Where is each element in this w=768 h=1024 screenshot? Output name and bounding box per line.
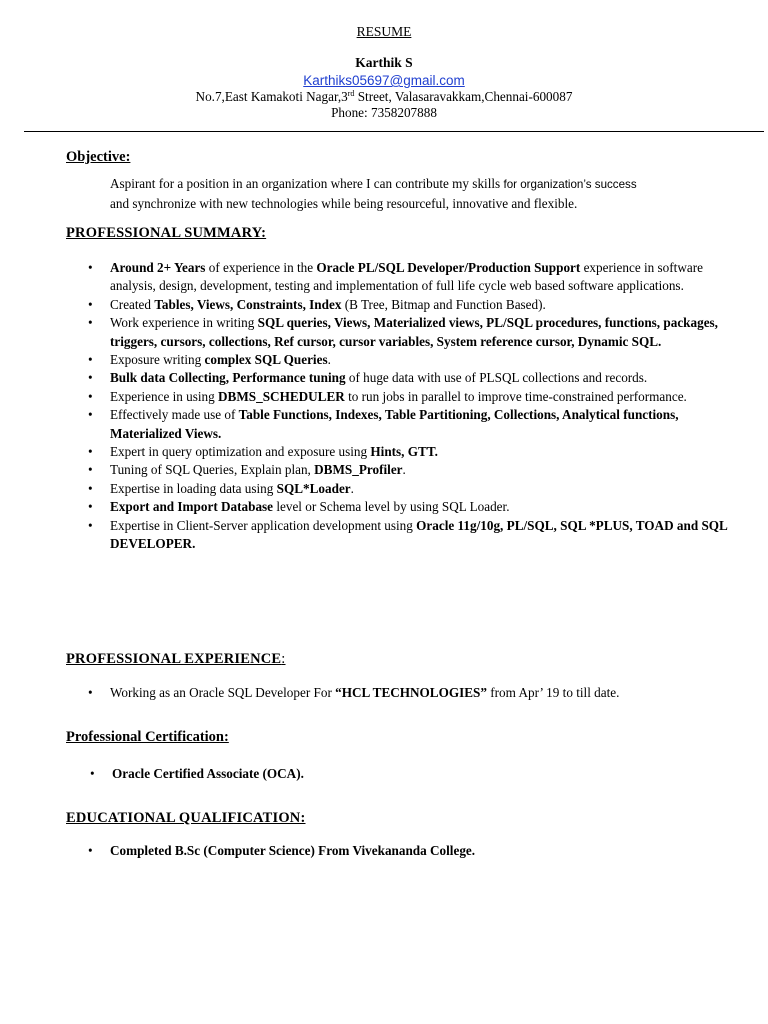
summary-heading: PROFESSIONAL SUMMARY:: [66, 225, 267, 241]
list-item: [88, 369, 736, 387]
bold-text: DBMS_SCHEDULER: [218, 388, 345, 404]
bullet-icon: •: [90, 766, 95, 781]
objective-line: Aspirant for a position in an organization where I can contribute my skills: [110, 176, 504, 191]
text: Working as an Oracle SQL Developer For: [110, 685, 336, 700]
education-heading: EDUCATIONAL QUALIFICATION:: [66, 810, 306, 826]
list-item: [90, 765, 738, 783]
text: (B Tree, Bitmap and Function Based).: [341, 296, 546, 312]
phone-number: Phone: 7358207888: [331, 105, 437, 120]
bold-text: SQL*Loader: [276, 480, 351, 496]
list-item: [88, 443, 736, 461]
bold-text: complex SQL Queries: [204, 352, 328, 368]
certification-heading: Professional Certification:: [66, 729, 229, 745]
text: .: [327, 352, 331, 368]
experience-heading-text: PROFESSIONAL EXPERIENCE: [66, 651, 282, 667]
text: Exposure writing: [110, 352, 205, 368]
text: Work experience in writing: [110, 315, 258, 331]
bold-text: Bulk data Collecting, Performance tuning: [110, 370, 346, 386]
text: experience in software analysis, design, development, testing and implementation of full life cycle web based software applications.: [110, 260, 703, 294]
text: .: [402, 462, 406, 478]
bullet-icon: •: [88, 260, 93, 275]
postal-address: [0, 89, 768, 105]
address-ordinal: rd: [347, 89, 355, 98]
bullet-icon: •: [88, 843, 93, 858]
list-item: [88, 351, 736, 369]
header-divider: [24, 131, 764, 132]
objective-line: and synchronize with new technologies while being resourceful, innovative and flexible.: [110, 195, 578, 211]
bullet-icon: •: [88, 462, 93, 478]
bullet-icon: •: [88, 444, 93, 460]
text: Experience in using: [110, 388, 219, 404]
bullet-icon: •: [88, 685, 93, 700]
bullet-icon: •: [88, 480, 93, 496]
text: Expertise in loading data using: [110, 480, 277, 496]
bold-text: Tables, Views, Constraints, Index: [154, 296, 342, 312]
text: of huge data with use of PLSQL collections and records.: [345, 370, 648, 386]
bold-text: SQL queries, Views, Materialized views, PL/SQL procedures, functions, packages, triggers, cursors, collections, Ref cursor, cursor variables, System reference cursor, Dynamic SQL.: [110, 315, 718, 349]
text: Tuning of SQL Queries, Explain plan,: [110, 462, 315, 478]
address-part: No.7,East Kamakoti Nagar,3: [195, 89, 348, 104]
list-item: [88, 388, 736, 406]
resume-title: RESUME: [356, 24, 412, 39]
text: Expertise in Client-Server application development using: [110, 517, 417, 533]
bullet-icon: •: [88, 388, 93, 404]
text: Created: [110, 296, 155, 312]
text: .: [350, 480, 354, 496]
bullet-icon: •: [88, 352, 93, 368]
candidate-name: Karthik S: [355, 55, 413, 70]
bullet-icon: •: [88, 407, 93, 423]
list-item: [88, 517, 736, 554]
list-item: [88, 406, 736, 443]
bold-text: Oracle Certified Associate (OCA).: [112, 766, 304, 781]
text: Expert in query optimization and exposure using: [110, 444, 371, 460]
list-item: [88, 461, 736, 479]
education-list: [88, 842, 736, 860]
email-link[interactable]: [0, 73, 768, 88]
bold-text: Completed B.Sc (Computer Science) From Vivekananda College.: [110, 843, 476, 858]
bold-text: Around 2+ Years: [110, 260, 206, 275]
bold-text: Hints, GTT.: [370, 444, 438, 460]
bullet-icon: •: [88, 315, 93, 331]
list-item: [88, 259, 736, 296]
email-text: Karthiks05697@gmail.com: [303, 73, 465, 88]
summary-list: [88, 259, 736, 554]
bullet-icon: •: [88, 499, 93, 515]
experience-heading: [66, 651, 286, 668]
list-item: [88, 480, 736, 498]
objective-heading: Objective:: [66, 149, 131, 165]
text: to run jobs in parallel to improve time-constrained performance.: [344, 388, 687, 404]
bullet-icon: •: [88, 370, 93, 386]
text: level or Schema level by using SQL Loader.: [273, 499, 510, 515]
address-part: Street, Valasaravakkam,Chennai-600087: [354, 89, 573, 104]
list-item: [88, 842, 736, 860]
text: Effectively made use of: [110, 407, 239, 423]
bullet-icon: •: [88, 296, 93, 312]
list-item: [88, 296, 736, 314]
bold-text: Export and Import Database: [110, 499, 274, 515]
text: from Apr’ 19 to till date.: [486, 685, 620, 700]
experience-heading-colon: :: [281, 651, 286, 667]
bold-text: Table Functions, Indexes, Table Partitioning, Collections, Analytical functions, Materialized Views.: [110, 407, 679, 441]
list-item: [88, 498, 736, 516]
bold-text: “HCL TECHNOLOGIES”: [335, 685, 487, 700]
certification-list: [90, 765, 738, 783]
bold-text: Oracle PL/SQL Developer/Production Support: [316, 260, 581, 275]
objective-line: for organization’s success: [503, 178, 637, 191]
bold-text: DBMS_Profiler: [314, 462, 403, 478]
objective-text: [110, 175, 740, 213]
experience-list: [88, 684, 736, 702]
text: of experience in the: [205, 260, 317, 275]
list-item: [88, 684, 736, 702]
list-item: [88, 314, 736, 351]
bold-text: Oracle 11g/10g, PL/SQL, SQL *PLUS, TOAD and SQL DEVELOPER.: [110, 517, 728, 552]
bullet-icon: •: [88, 517, 93, 533]
